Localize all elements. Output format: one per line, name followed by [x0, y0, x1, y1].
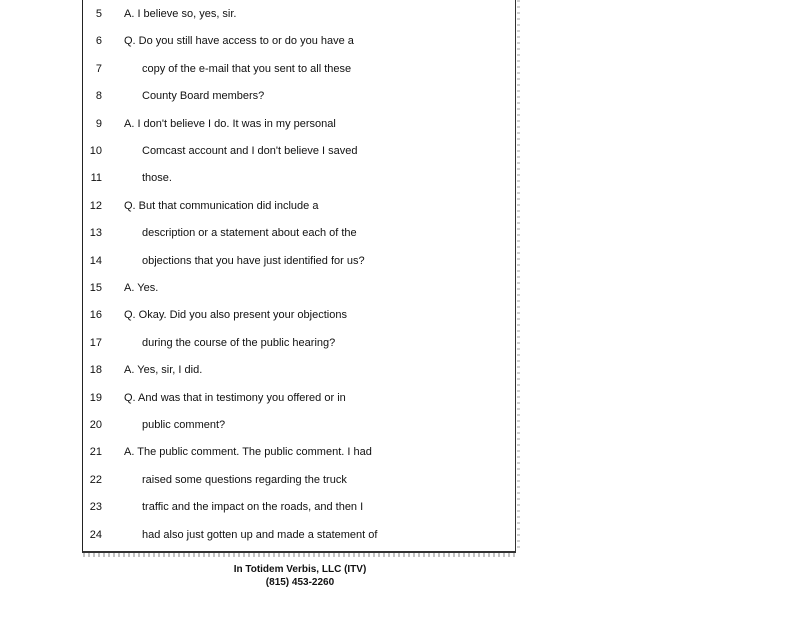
line-text: public comment? [142, 419, 226, 431]
line-text: objections that you have just identified for us? [142, 254, 365, 267]
line-number: 21 [89, 446, 102, 459]
line-number: 17 [89, 336, 102, 349]
line-text: Q. Do you still have access to or do you have a [124, 35, 354, 48]
line-number: 12 [89, 199, 102, 212]
line-text: A. I believe so, yes, sir. [124, 8, 237, 20]
line-number: 15 [89, 282, 102, 294]
line-number: 7 [95, 62, 102, 75]
line-text: A. I don't believe I do. It was in my personal [124, 117, 336, 130]
transcript-line [0, 499, 430, 519]
line-number: 14 [89, 254, 102, 267]
transcript-line [0, 6, 430, 26]
line-number: 6 [95, 35, 102, 48]
line-text: description or a statement about each of the [142, 227, 357, 240]
line-text: A. The public comment. The public comment. I had [124, 446, 372, 459]
transcript-line [0, 335, 430, 355]
line-text: Q. Okay. Did you also present your objections [124, 309, 347, 322]
line-text: Comcast account and I don't believe I saved [142, 145, 358, 157]
line-text: copy of the e-mail that you sent to all these [142, 62, 352, 75]
transcript-line [0, 88, 430, 108]
line-number: 8 [95, 90, 102, 103]
line-text: A. Yes. [124, 282, 159, 294]
line-text: County Board members? [142, 90, 265, 103]
line-number: 16 [89, 309, 102, 322]
line-text: those. [142, 172, 172, 185]
line-text: traffic and the impact on the roads, and then I [142, 501, 364, 514]
line-text: Q. But that communication did include a [124, 199, 319, 212]
line-text: A. Yes, sir, I did. [124, 364, 203, 377]
line-text: raised some questions regarding the truck [142, 473, 347, 486]
line-number: 24 [89, 528, 102, 541]
transcript-page [82, 0, 516, 553]
transcript-line [0, 225, 430, 245]
line-text: during the course of the public hearing? [142, 336, 336, 349]
line-number: 20 [89, 419, 102, 431]
transcript-line [0, 33, 430, 53]
line-number: 18 [89, 364, 102, 377]
transcript-line [0, 472, 430, 492]
transcript-line [0, 198, 430, 218]
line-number: 23 [89, 501, 102, 514]
transcript-line [0, 253, 430, 273]
transcript-line [0, 307, 430, 327]
footer-phone: (815) 453-2260 [265, 577, 335, 588]
line-text: Q. And was that in testimony you offered or in [124, 391, 346, 404]
transcript-line [0, 417, 430, 437]
transcript-line [0, 280, 430, 300]
line-number: 11 [90, 172, 102, 185]
transcript-line [0, 61, 430, 81]
transcript-line [0, 170, 430, 190]
line-text: had also just gotten up and made a statement of [142, 528, 378, 541]
transcript-line [0, 116, 430, 136]
footer-company: In Totidem Verbis, LLC (ITV) [233, 564, 367, 575]
line-number: 13 [89, 227, 102, 240]
transcript-line [0, 143, 430, 163]
transcript-line [0, 390, 430, 410]
line-number: 5 [95, 8, 102, 20]
transcript-line [0, 444, 430, 464]
transcript-line [0, 527, 430, 547]
line-number: 9 [95, 117, 102, 130]
line-number: 19 [89, 391, 102, 404]
line-number: 22 [89, 473, 102, 486]
line-number: 10 [89, 145, 102, 157]
transcript-line [0, 362, 430, 382]
